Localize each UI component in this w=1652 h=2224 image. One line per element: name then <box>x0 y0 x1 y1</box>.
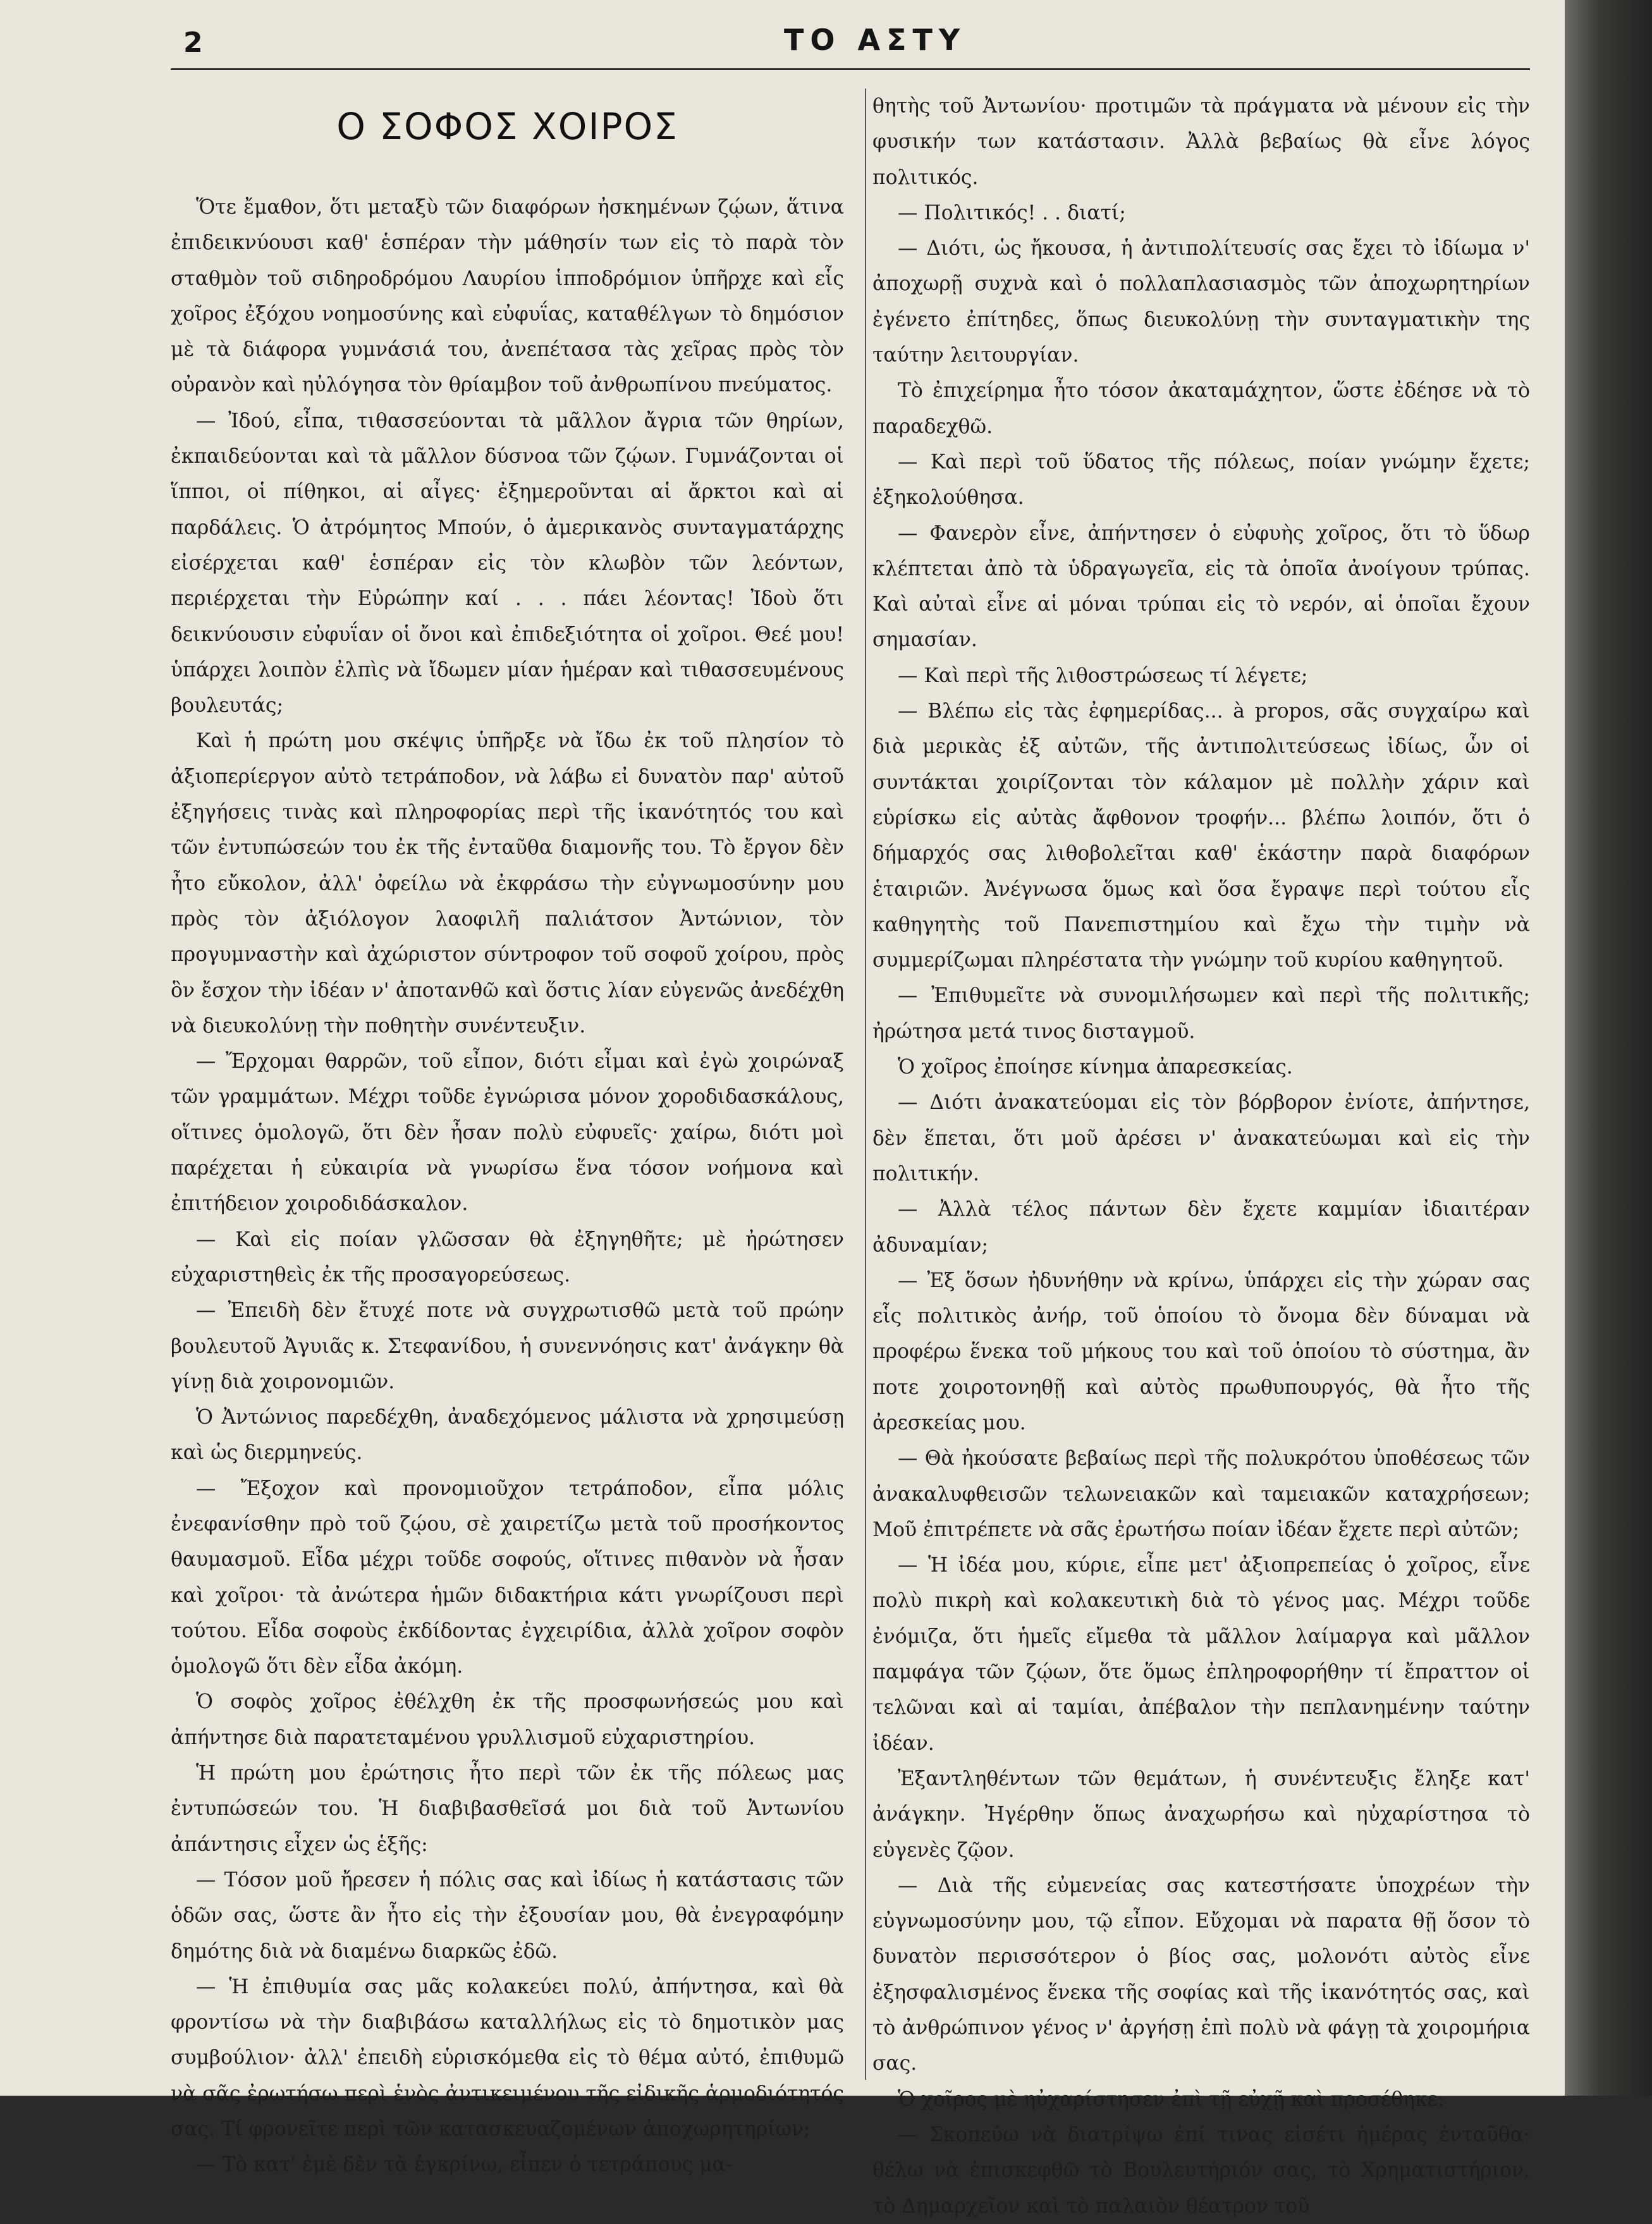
paragraph: — Ἡ ἐπιθυμία σας μᾶς κολακεύει πολύ, ἀπήντησα, καὶ θὰ φροντίσω νὰ τὴν διαβιβάσω καταλλήλως εἰς τὸ δημοτικὸν μας συμβούλιον· ἀλλ' ἐπειδὴ εὑρισκόμεθα εἰς τὸ θέμα αὐτό, ἐπιθυμῶ νὰ σᾶς ἐρωτήσω περὶ ἑνὸς ἀντικειμένου τῆς εἰδικῆς ἁρμοδιότητός σας. Τί φρονεῖτε περὶ τῶν κατασκευαζομένων ἀποχωρητηρίων; <box>171 1975 844 2141</box>
header-rule <box>171 68 1530 70</box>
page-number: 2 <box>183 27 203 59</box>
paragraph: Ἡ πρώτη μου ἐρώτησις ἦτο περὶ τῶν ἐκ τῆς πόλεως μας ἐντυπώσεών του. Ἡ διαβιβασθεῖσά μοι διὰ τοῦ Ἀντωνίου ἀπάντησις εἶχεν ὡς ἑξῆς: <box>171 1762 844 1856</box>
masthead: ΤΟ ΑΣΤΥ <box>784 23 967 57</box>
paragraph: — Ἐπιθυμεῖτε νὰ συνομιλήσωμεν καὶ περὶ τῆς πολιτικῆς; ἠρώτησα μετά τινος δισταγμοῦ. <box>872 984 1530 1043</box>
paragraph: — Καὶ περὶ τοῦ ὕδατος τῆς πόλεως, ποίαν γνώμην ἔχετε; ἐξηκολούθησα. <box>872 450 1530 510</box>
paragraph: — Ἐξ ὅσων ἠδυνήθην νὰ κρίνω, ὑπάρχει εἰς τὴν χώραν σας εἷς πολιτικὸς ἀνήρ, τοῦ ὁποίου τὸ ὄνομα δὲν δύναμαι νὰ προφέρω ἕνεκα τοῦ μήκους του καὶ τοῦ ὁποίου τὸ σύστημα, ἂν ποτε χοιροτονηθῇ καὶ αὐτὸς πρωθυπουργός, θὰ ἦτο τῆς ἀρεσκείας μου. <box>872 1269 1530 1434</box>
paragraph: — Ἔρχομαι θαρρῶν, τοῦ εἶπον, διότι εἶμαι καὶ ἐγὼ χοιρώναξ τῶν γραμμάτων. Μέχρι τοῦδε ἐγνώρισα μόνον χοροδιδασκάλους, οἵτινες ὁμολογῶ, ὅτι δὲν ἦσαν πολὺ εὐφυεῖς· χαίρω, διότι μοὶ παρέχεται ἡ εὐκαιρία νὰ γνωρίσω ἕνα τόσον νοήμονα καὶ ἐπιτήδειον χοιροδιδάσκαλον. <box>171 1050 844 1216</box>
paragraph: — Καὶ περὶ τῆς λιθοστρώσεως τί λέγετε; <box>898 664 1308 687</box>
article-title: Ο ΣΟΦΟΣ ΧΟΙΡΟΣ <box>336 105 678 148</box>
paragraph: Καὶ ἡ πρώτη μου σκέψις ὑπῆρξε νὰ ἴδω ἐκ τοῦ πλησίον τὸ ἀξιοπερίεργον αὐτὸ τετράποδον, νὰ λάβω εἰ δυνατὸν παρ' αὐτοῦ ἐξηγήσεις τινὰς καὶ πληροφορίας περὶ τῆς ἱκανότητός του καὶ τῶν ἐντυπώσεών του ἐκ τῆς ἐνταῦθα διαμονῆς του. Τὸ ἔργον δὲν ἦτο εὔκολον, ἀλλ' ὀφείλω νὰ ἐκφράσω τὴν εὐγνωμοσύνην μου πρὸς τὸν ἀξιόλογον λαοφιλῆ παλιάτσον Ἀντώνιον, τὸν προγυμναστὴν καὶ ἀχώριστον σύντροφον τοῦ σοφοῦ χοίρου, πρὸς ὃν ἔσχον τὴν ἰδέαν ν' ἀποτανθῶ καὶ ὅστις λίαν εὐγενῶς ἀνεδέχθη νὰ διευκολύνῃ τὴν ποθητὴν συνέντευξιν. <box>171 730 844 1037</box>
paragraph: — Φανερὸν εἶνε, ἀπήντησεν ὁ εὐφυὴς χοῖρος, ὅτι τὸ ὕδωρ κλέπτεται ἀπὸ τὰ ὑδραγωγεῖα, εἰς τὰ ὁποῖα ἀνοίγουν τρύπας. Καὶ αὐταὶ εἶνε αἱ μόναι τρύπαι εἰς τὸ νερόν, αἱ ὁποῖαι ἔχουν σημασίαν. <box>872 522 1530 652</box>
paragraph: Ὁ Ἀντώνιος παρεδέχθη, ἀναδεχόμενος μάλιστα νὰ χρησιμεύσῃ καὶ ὡς διερμηνεύς. <box>171 1406 844 1465</box>
paragraph: — Τόσον μοῦ ἤρεσεν ἡ πόλις σας καὶ ἰδίως ἡ κατάστασις τῶν ὁδῶν σας, ὥστε ἂν ἦτο εἰς τὴν ἐξουσίαν μου, θὰ ἐνεγραφόμην δημότης διὰ νὰ διαμένω διαρκῶς ἐδῶ. <box>171 1868 844 1963</box>
paragraph: Ὅτε ἔμαθον, ὅτι μεταξὺ τῶν διαφόρων ἠσκημένων ζῴων, ἅτινα ἐπιδεικνύουσι καθ' ἑσπέραν τὴν μάθησίν των εἰς τὸ παρὰ τὸν σταθμὸν τοῦ σιδηροδρόμου Λαυρίου ἱπποδρόμιον ὑπῆρχε καὶ εἷς χοῖρος ἐξόχου νοημοσύνης καὶ εὐφυΐας, καταθέλγων τὸ δημόσιον μὲ τὰ διάφορα γυμνάσιά του, ἀνεπέτασα τὰς χεῖρας πρὸς τὸν οὐρανὸν καὶ ηὐλόγησα τὸν θρίαμβον τοῦ ἀνθρωπίνου πνεύματος. <box>171 196 844 397</box>
paragraph: — Καὶ εἰς ποίαν γλῶσσαν θὰ ἐξηγηθῆτε; μὲ ἠρώτησεν εὐχαριστηθεὶς ἐκ τῆς προσαγορεύσεως. <box>171 1228 844 1286</box>
paragraph: — Θὰ ἠκούσατε βεβαίως περὶ τῆς πολυκρότου ὑποθέσεως τῶν ἀνακαλυφθεισῶν τελωνειακῶν καὶ ταμειακῶν καταχρήσεων; Μοῦ ἐπιτρέπετε νὰ σᾶς ἐρωτήσω ποίαν ἰδέαν ἔχετε περὶ αὐτῶν; <box>872 1447 1530 1541</box>
paragraph: — Διότι, ὡς ἤκουσα, ἡ ἀντιπολίτευσίς σας ἔχει τὸ ἰδίωμα ν' ἀποχωρῇ συχνὰ καὶ ὁ πολλαπλασιασμὸς τῶν ἀποχωρητηρίων ἐγένετο ἐπίτηδες, ὅπως διευκολύνῃ τὴν συνταγματικὴν της ταύτην λειτουργίαν. <box>872 237 1530 367</box>
paragraph: — Ἀλλὰ τέλος πάντων δὲν ἔχετε καμμίαν ἰδιαιτέραν ἀδυναμίαν; <box>872 1198 1530 1257</box>
paragraph: — Τὸ κατ' ἐμὲ δὲν τὰ ἐγκρίνω, εἶπεν ὁ τετράπους μα- <box>196 2153 733 2177</box>
paragraph: Ὁ χοῖρος ἐποίησε κίνημα ἀπαρεσκείας. <box>898 1056 1293 1079</box>
paragraph: Ὁ χοῖρος μὲ ηὐχαρίστησεν ἐπὶ τῇ εὐχῇ καὶ προσέθηκε: <box>898 2087 1445 2111</box>
paragraph: — Ἰδού, εἶπα, τιθασσεύονται τὰ μᾶλλον ἄγρια τῶν θηρίων, ἐκπαιδεύονται καὶ τὰ μᾶλλον δύσνοα τῶν ζῴων. Γυμνάζονται οἱ ἵπποι, οἱ πίθηκοι, αἱ αἶγες· ἐξημεροῦνται αἱ ἄρκτοι καὶ αἱ παρδάλεις. Ὁ ἀτρόμητος Μπούν, ὁ ἀμερικανὸς συνταγματάρχης εἰσέρχεται καθ' ἑσπέραν εἰς τὸν κλωβὸν τῶν λεόντων, περιέρχεται τὴν Εὐρώπην καί . . . πάει λέοντας! Ἰδοὺ ὅτι δεικνύουσιν εὐφυΐαν οἱ ὄνοι καὶ ἐπιδεξιότητα οἱ χοῖροι. Θεέ μου! ὑπάρχει λοιπὸν ἐλπὶς νὰ ἴδωμεν μίαν ἡμέραν καὶ τιθασσευμένους βουλευτάς; <box>171 409 844 718</box>
paragraph: — Πολιτικός! . . διατί; <box>898 201 1126 224</box>
paragraph: Τὸ ἐπιχείρημα ἦτο τόσον ἀκαταμάχητον, ὥστε ἐδέησε νὰ τὸ παραδεχθῶ. <box>872 379 1530 438</box>
left-column <box>171 95 844 2183</box>
column-divider <box>865 89 866 2080</box>
paragraph: — Βλέπω εἰς τὰς ἐφημερίδας... à propos, σᾶς συγχαίρω καὶ διὰ μερικὰς ἐξ αὐτῶν, τῆς ἀντιπολιτεύσεως ἰδίως, ὧν οἱ συντάκται χοιρίζονται τὸν κάλαμον μὲ πολλὴν χάριν καὶ εὑρίσκω εἰς αὐτὰς ἄφθονον τροφήν... βλέπω λοιπόν, ὅτι ὁ δήμαρχός σας λιθοβολεῖται καθ' ἑκάστην παρὰ διαφόρων ἑταιριῶν. Ἀνέγνωσα ὅμως καὶ ὅσα ἔγραψε περὶ τούτου εἷς καθηγητὴς τοῦ Πανεπιστημίου καὶ ἔχω τὴν τιμὴν νὰ συμμερίζωμαι πληρέστατα τὴν γνώμην τοῦ κυρίου καθηγητοῦ. <box>872 700 1530 972</box>
paragraph: — Ἡ ἰδέα μου, κύριε, εἶπε μετ' ἀξιοπρεπείας ὁ χοῖρος, εἶνε πολὺ πικρὴ καὶ κολακευτικὴ διὰ τὸ γένος μας. Μέχρι τοῦδε ἐνόμιζα, ὅτι ἡμεῖς εἴμεθα τὰ μᾶλλον λαίμαργα καὶ μᾶλλον παμφάγα τῶν ζῴων, ὅτε ὅμως ἐπληροφορήθην τί ἔπραττον οἱ τελῶναι καὶ αἱ ταμίαι, ἀπέβαλον τὴν πεπλανημένην ταύτην ἰδέαν. <box>872 1554 1530 1755</box>
paragraph: θητὴς τοῦ Ἀντωνίου· προτιμῶν τὰ πράγματα νὰ μένουν εἰς τὴν φυσικήν των κατάστασιν. Ἀλλὰ βεβαίως θὰ εἶνε λόγος πολιτικός. <box>872 95 1530 189</box>
paragraph: Ἐξαντληθέντων τῶν θεμάτων, ἡ συνέντευξις ἔληξε κατ' ἀνάγκην. Ἠγέρθην ὅπως ἀναχωρήσω καὶ ηὐχαρίστησα τὸ εὐγενὲς ζῷον. <box>872 1767 1530 1862</box>
paragraph: — Διὰ τῆς εὐμενείας σας κατεστήσατε ὑποχρέων τὴν εὐγνωμοσύνην μου, τῷ εἶπον. Εὔχομαι νὰ παρατα θῇ ὅσον τὸ δυνατὸν περισσότερον ὁ βίος σας, μολονότι αὐτὸς εἶνε ἐξησφαλισμένος ἕνεκα τῆς σοφίας καὶ τῆς ἱκανότητός σας, καὶ τὸ ἀνθρώπινον γένος ν' ἀργήσῃ ἐπὶ πολὺ νὰ φάγῃ τὰ χοιρομήρια σας. <box>872 1874 1530 2075</box>
paragraph: — Σκοπεύω νὰ διατρίψω ἐπί τινας εἰσέτι ἡμέρας ἐνταῦθα· θέλω νὰ ἐπισκεφθῶ τὸ Βουλευτήριόν σας, τὸ Χρηματιστήριον, τὸ Δημαρχεῖον καὶ τὸ παλαιὸν θέατρον τοῦ <box>872 2123 1530 2218</box>
paragraph: — Ἔξοχον καὶ προνομιοῦχον τετράποδον, εἶπα μόλις ἐνεφανίσθην πρὸ τοῦ ζῴου, σὲ χαιρετίζω μετὰ τοῦ προσήκοντος θαυμασμοῦ. Εἶδα μέχρι τοῦδε σοφούς, οἵτινες πιθανὸν νὰ ἦσαν καὶ χοῖροι· τὰ ἀνώτερα ἡμῶν διδακτήρια κάτι γνωρίζουσι περὶ τούτου. Εἶδα σοφοὺς ἐκδίδοντας ἐγχειρίδια, ἀλλὰ χοῖρον σοφὸν ὁμολογῶ ὅτι δὲν εἶδα ἀκόμη. <box>171 1477 844 1678</box>
right-column <box>872 89 1530 2224</box>
paragraph: Ὁ σοφὸς χοῖρος ἐθέλχθη ἐκ τῆς προσφωνήσεώς μου καὶ ἀπήντησε διὰ παρατεταμένου γρυλλισμοῦ εὐχαριστηρίου. <box>171 1690 844 1749</box>
paragraph: — Διότι ἀνακατεύομαι εἰς τὸν βόρβορον ἐνίοτε, ἀπήντησε, δὲν ἕπεται, ὅτι μοῦ ἀρέσει ν' ἀνακατεύωμαι καὶ εἰς τὴν πολιτικήν. <box>872 1091 1530 1185</box>
page-edge-shadow <box>1565 0 1652 2096</box>
paragraph: — Ἐπειδὴ δὲν ἔτυχέ ποτε νὰ συγχρωτισθῶ μετὰ τοῦ πρώην βουλευτοῦ Ἀγυιᾶς κ. Στεφανίδου, ἡ συνεννόησις κατ' ἀνάγκην θὰ γίνῃ διὰ χοιρονομιῶν. <box>171 1299 844 1393</box>
